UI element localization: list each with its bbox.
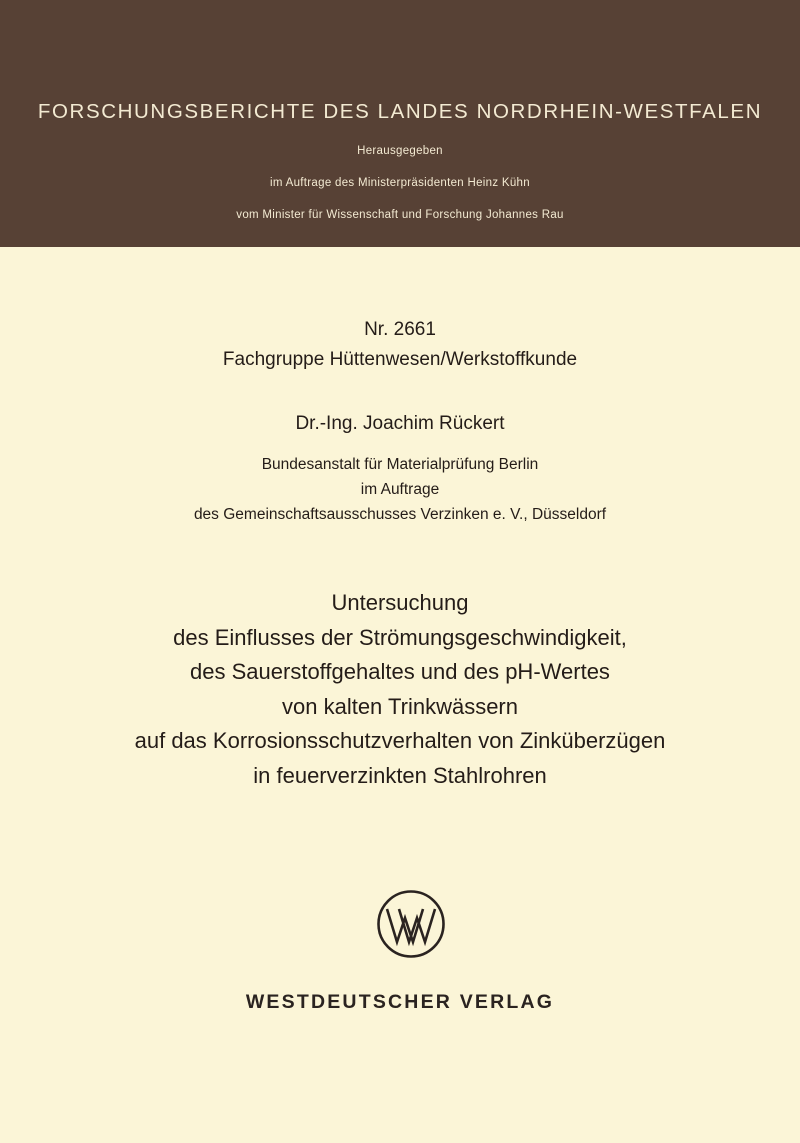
publisher-name: WESTDEUTSCHER VERLAG (245, 991, 555, 1013)
title-line: des Sauerstoffgehaltes und des pH-Wertes (190, 659, 610, 684)
institution-line: im Auftrage (360, 481, 440, 498)
header-minister-line: vom Minister für Wissenschaft und Forschung Johannes Rau (236, 209, 564, 221)
header-editor-line: Herausgegeben (357, 145, 443, 157)
author-name: Dr.-Ing. Joachim Rückert (295, 413, 505, 434)
series-title: FORSCHUNGSBERICHTE DES LANDES NORDRHEIN-WESTFALEN (37, 100, 763, 123)
header-commission-line: im Auftrage des Ministerpräsidenten Heinz Kühn (270, 177, 530, 189)
institution-line: Bundesanstalt für Materialprüfung Berlin (261, 456, 539, 473)
title-line: in feuerverzinkten Stahlrohren (253, 762, 547, 788)
title-line: des Einflusses der Strömungsgeschwindigkeit, (173, 624, 627, 650)
title-line: auf das Korrosionsschutzverhalten von Zinküberzügen (134, 728, 666, 753)
report-title (0, 586, 800, 793)
publisher-logo-icon (376, 889, 446, 959)
title-line: Untersuchung (331, 590, 469, 615)
series-header-band (0, 0, 800, 247)
report-number: Nr. 2661 (364, 319, 436, 340)
institution-line: des Gemeinschaftsausschusses Verzinken e. V., Düsseldorf (193, 506, 607, 523)
title-line: von kalten Trinkwässern (282, 693, 518, 719)
subject-group: Fachgruppe Hüttenwesen/Werkstoffkunde (222, 349, 578, 370)
